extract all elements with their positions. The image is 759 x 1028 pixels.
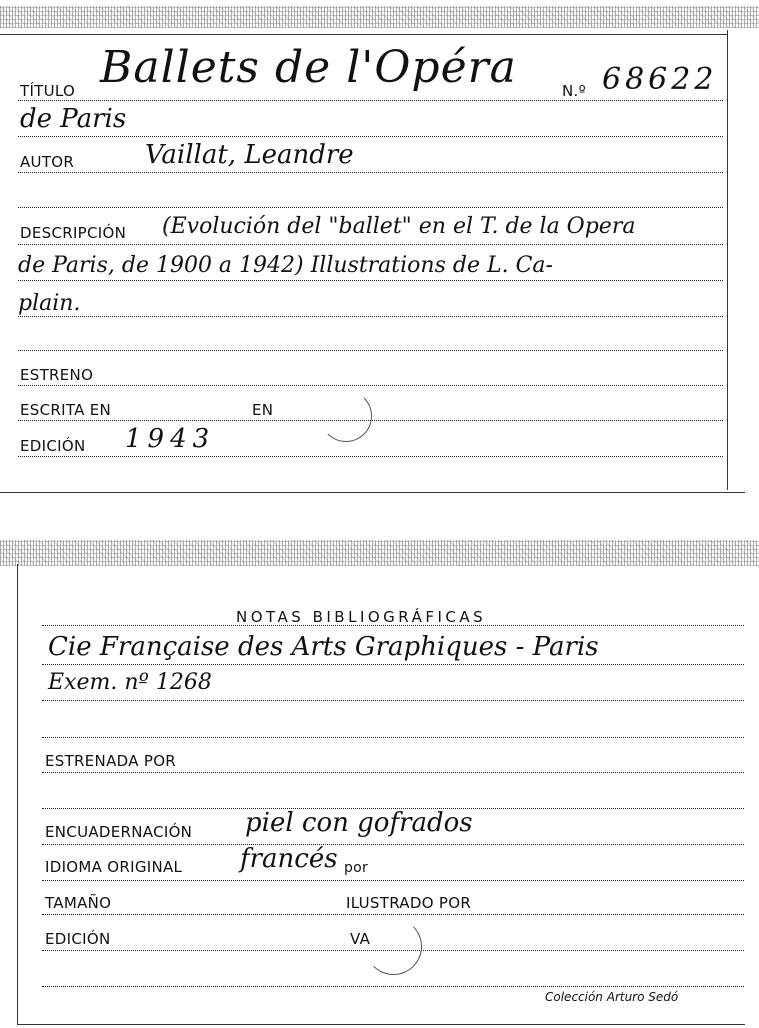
titulo-value-continued: de Paris: [20, 104, 127, 134]
tamano-label: TAMAÑO: [45, 894, 112, 912]
encuadernacion-label: ENCUADERNACIÓN: [45, 823, 193, 841]
notes-line-2: Exem. nº 1268: [48, 670, 212, 695]
numero-label: N.º: [562, 82, 586, 100]
rule-line: [42, 772, 744, 773]
idioma-original-label: IDIOMA ORIGINAL: [45, 858, 183, 876]
rule-line: [18, 280, 723, 281]
rule-line: [18, 316, 723, 317]
rule-line: [18, 456, 723, 457]
numero-value: 68622: [602, 62, 718, 97]
descripcion-value-line3: plain.: [18, 291, 81, 316]
ink-smudge: [365, 918, 422, 975]
card-top-edge-texture: [0, 540, 759, 566]
edicion-value: 1943: [125, 424, 216, 454]
rule-line: [18, 244, 723, 245]
descripcion-value-line2: de Paris, de 1900 a 1942) Illustrations de L. Ca-: [18, 253, 553, 278]
card-right-border: [727, 30, 728, 490]
rule-line: [18, 136, 723, 137]
idioma-original-value: francés: [240, 844, 338, 874]
estreno-label: ESTRENO: [20, 366, 94, 384]
notas-bibliograficas-heading: NOTAS BIBLIOGRÁFICAS: [236, 608, 487, 626]
rule-line: [42, 664, 744, 665]
card-top-edge-texture: [0, 6, 759, 28]
titulo-value: Ballets de l'Opéra: [100, 42, 517, 93]
rule-line: [42, 737, 744, 738]
descripcion-label: DESCRIPCIÓN: [20, 224, 127, 242]
card-top-rule: [0, 34, 727, 35]
edicion-label: EDICIÓN: [20, 437, 86, 455]
rule-line: [18, 385, 723, 386]
collection-footer: Colección Arturo Sedó: [545, 990, 679, 1004]
descripcion-value-line1: (Evolución del "ballet" en el T. de la Opera: [162, 214, 636, 239]
ink-smudge: [320, 390, 372, 442]
notes-line-1: Cie Française des Arts Graphiques - Paris: [48, 632, 599, 662]
catalog-card-back: [0, 540, 759, 1028]
autor-label: AUTOR: [20, 153, 75, 171]
rule-line: [18, 100, 723, 101]
ilustrado-por-label: ILUSTRADO POR: [346, 894, 472, 912]
rule-line: [18, 207, 723, 208]
titulo-label: TÍTULO: [20, 82, 76, 100]
card-bottom-edge: [17, 1024, 745, 1025]
escrita-en-label: ESCRITA EN: [20, 401, 112, 419]
rule-line: [42, 880, 744, 881]
por-label: por: [344, 860, 369, 876]
estrenada-por-label: ESTRENADA POR: [45, 752, 177, 770]
card-bottom-edge: [0, 492, 745, 493]
autor-value: Vaillat, Leandre: [145, 140, 354, 170]
rule-line: [42, 700, 744, 701]
encuadernacion-value: piel con gofrados: [245, 808, 473, 838]
rule-line: [18, 350, 723, 351]
rule-line: [42, 844, 744, 845]
catalog-card-front: [0, 0, 759, 495]
card-left-border: [17, 564, 18, 1024]
rule-line: [42, 914, 744, 915]
rule-line: [42, 986, 744, 987]
va-label: VA: [350, 930, 371, 948]
en-label: EN: [252, 401, 274, 419]
edicion-label: EDICIÓN: [45, 930, 111, 948]
rule-line: [18, 172, 723, 173]
